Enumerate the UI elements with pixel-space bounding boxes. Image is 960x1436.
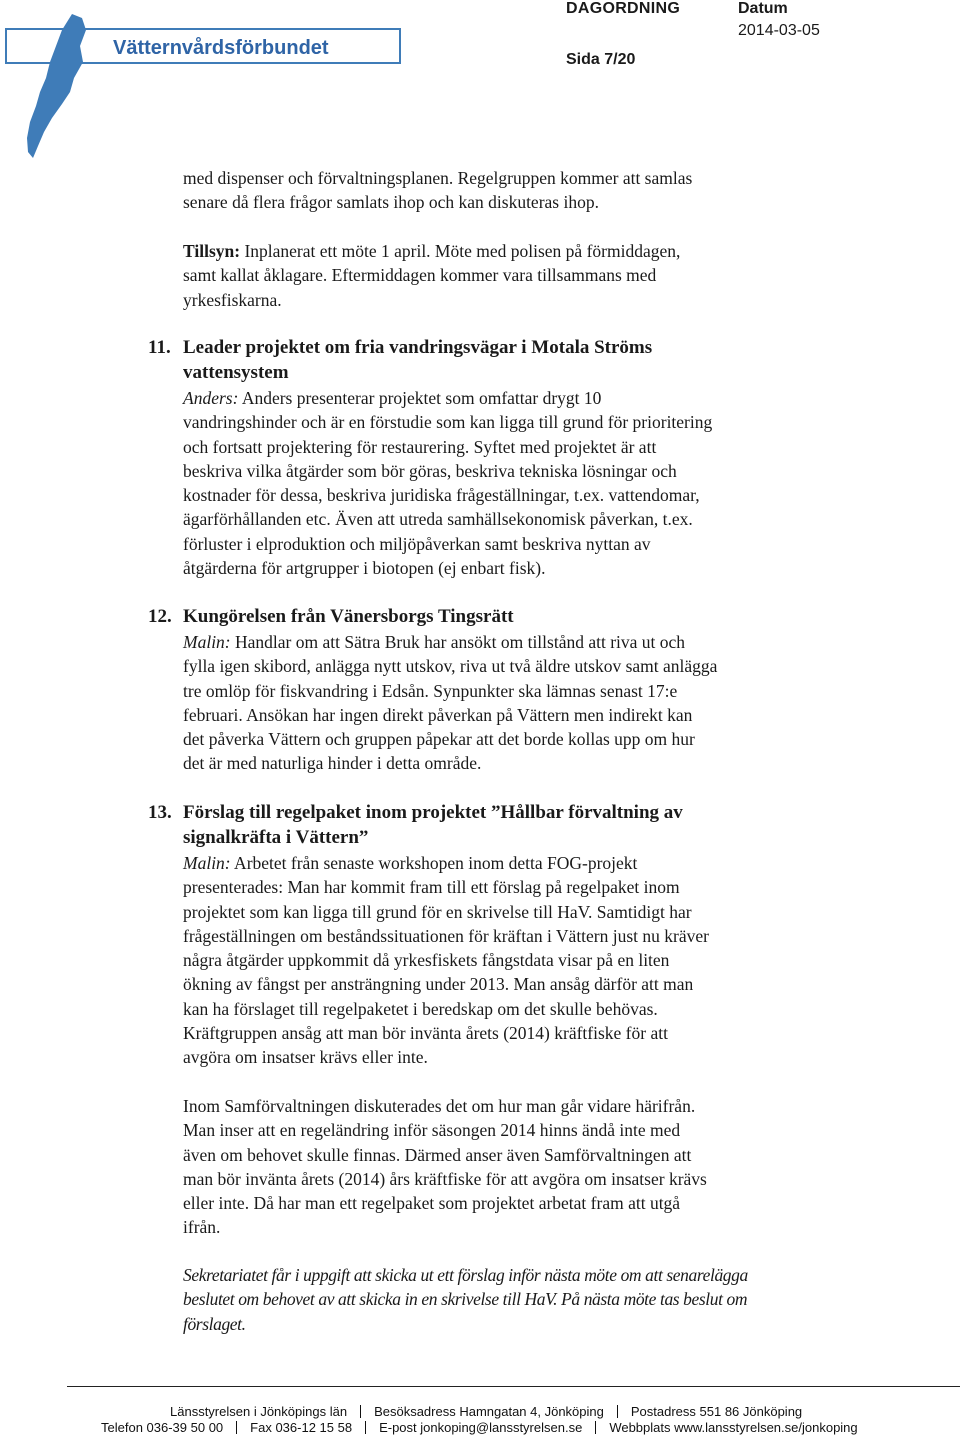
text-line: ifrån. [183,1217,221,1238]
item-paragraph [183,386,793,580]
speaker-name: Malin: [183,853,231,873]
text-line: Handlar om att Sätra Bruk har ansökt om tillstånd att riva ut och [230,632,686,652]
item-heading [183,800,783,850]
text-line: några åtgärder uppkommit då yrkesfiskets fångstdata visar på en liten [183,950,670,971]
text-line: förslaget. [183,1313,246,1334]
page-number: Sida 7/20 [566,51,636,68]
footer-divider [67,1386,960,1387]
footer-phone: Telefon 036-39 50 00 [101,1420,224,1435]
text-line: man bör invänta årets (2014) års kräftfiske för att avgöra om insatser krävs [183,1168,707,1189]
date-value: 2014-03-05 [738,22,820,39]
text-line: samt kallat åklagare. Eftermiddagen kommer vara tillsammans med [183,265,657,286]
text-line: Inom Samförvaltningen diskuterades det om hur man går vidare härifrån. [183,1096,696,1116]
text-line: projektet som kan ligga till grund för en skrivelse till HaV. Samtidigt har [183,901,692,922]
text-line: eller inte. Då har man ett regelpaket som projektet arbetat fram att utgå [183,1193,681,1214]
text-line: Arbetet från senaste workshopen inom detta FOG-projekt [230,853,638,873]
item-paragraph [183,630,793,776]
footer-separator [365,1421,366,1434]
item-paragraph [183,1094,793,1240]
footer-visit-address: Besöksadress Hamngatan 4, Jönköping [374,1404,604,1419]
text-line: vandringshinder och är en förstudie som kan ligga till grund för prioritering [183,412,713,433]
lake-vattern-icon [27,14,86,158]
footer-separator [360,1405,361,1418]
text-line: tre omlöp för fiskvandring i Edsån. Synpunkter ska lämnas senast 17:e [183,680,678,701]
heading-line: Leader projektet om fria vandringsvägar i Motala Ströms [183,337,653,358]
text-line: kan ha förslaget till regelpaketet i beredskap om det skulle behövas. [183,998,658,1019]
footer-separator [236,1421,237,1434]
footer-separator [595,1421,596,1434]
text-line: Anders presenterar projektet som omfattar drygt 10 [238,388,602,408]
text-line: kostnader för dessa, beskriva juridiska frågeställningar, t.ex. vattendomar, [183,485,700,506]
text-line: Man inser att en regeländring inför säsongen 2014 hinns ändå inte med [183,1120,681,1141]
text-line: yrkesfiskarna. [183,289,282,310]
footer-website[interactable]: Webbplats www.lansstyrelsen.se/jonkoping [609,1420,858,1435]
intro-paragraph [183,166,793,215]
text-line: Inplanerat ett möte 1 april. Möte med polisen på förmiddagen, [240,241,681,261]
text-line: frågeställningen om beståndssituationen för kräftan i Vättern just nu kräver [183,925,709,946]
text-line: med dispenser och förvaltningsplanen. Regelgruppen kommer att samlas [183,168,693,188]
footer-row-1 [170,1404,802,1419]
item-number: 11. [148,337,171,358]
text-line: ägarförhållanden etc. Även att utreda samhällsekonomisk påverkan, t.ex. [183,509,693,530]
decision-paragraph [183,1263,793,1336]
text-line: Kräftgruppen ansåg att man bör invänta årets (2014) kräftfiske för att [183,1023,668,1044]
footer-row-2 [101,1420,858,1435]
document-type: DAGORDNING [566,0,681,17]
date-label: Datum [738,0,788,17]
speaker-name: Malin: [183,632,231,652]
footer-postal-address: Postadress 551 86 Jönköping [630,1404,803,1419]
text-line: beslutet om behovet av att skicka in en skrivelse till HaV. På nästa möte tas beslut om [183,1289,748,1310]
heading-line: vattensystem [183,362,289,383]
text-line: det påverka Vättern och gruppen påpekar att det borde kollas upp om hur [183,729,695,750]
speaker-name: Anders: [183,388,239,408]
item-heading [183,604,783,629]
footer-separator [617,1405,618,1418]
footer-email[interactable]: E-post jonkoping@lansstyrelsen.se [379,1420,583,1435]
vatternvardsforbundet-logo [0,0,420,165]
text-line: det är med naturliga hinder i detta område. [183,753,482,774]
footer-fax: Fax 036-12 15 58 [250,1420,353,1435]
item-heading [183,335,783,385]
item-paragraph [183,851,793,1070]
text-line: fylla igen skibord, anlägga nytt utskov, riva ut två äldre utskov samt anlägga [183,656,718,677]
text-line: februari. Ansökan har ingen direkt påverkan på Vättern men indirekt kan [183,704,693,725]
tillsyn-label: Tillsyn: [183,241,241,261]
tillsyn-paragraph [183,239,793,312]
heading-line: signalkräfta i Vättern” [183,827,369,848]
item-number: 13. [148,802,172,823]
text-line: ökning av fångst per ansträngning under 2013. Man ansåg därför att man [183,974,694,995]
heading-line: Förslag till regelpaket inom projektet ”Hållbar förvaltning av [183,802,683,823]
footer-agency: Länsstyrelsen i Jönköpings län [170,1404,348,1419]
text-line: beskriva vilka åtgärder som bör göras, beskriva tekniska lösningar och [183,460,677,481]
heading-line: Kungörelsen från Vänersborgs Tingsrätt [183,606,514,627]
text-line: Sekretariatet får i uppgift att skicka ut ett förslag inför nästa möte om att senarelägga [183,1265,748,1285]
text-line: åtgärderna för artgrupper i biotopen (ej enbart fisk). [183,558,546,579]
text-line: avgöra om insatser krävs eller inte. [183,1047,428,1068]
text-line: och fortsatt projektering för restaurering. Syftet med projektet är att [183,436,657,457]
text-line: senare då flera frågor samlats ihop och kan diskuteras ihop. [183,192,599,213]
logo-text: Vätternvårdsförbundet [113,37,329,59]
text-line: även om behovet skulle finnas. Därmed anser även Samförvaltningen att [183,1144,692,1165]
item-number: 12. [148,606,172,627]
text-line: förluster i elproduktion och miljöpåverkan samt beskriva nyttan av [183,533,651,554]
text-line: presenterades: Man har kommit fram till ett förslag på regelpaket inom [183,877,680,898]
